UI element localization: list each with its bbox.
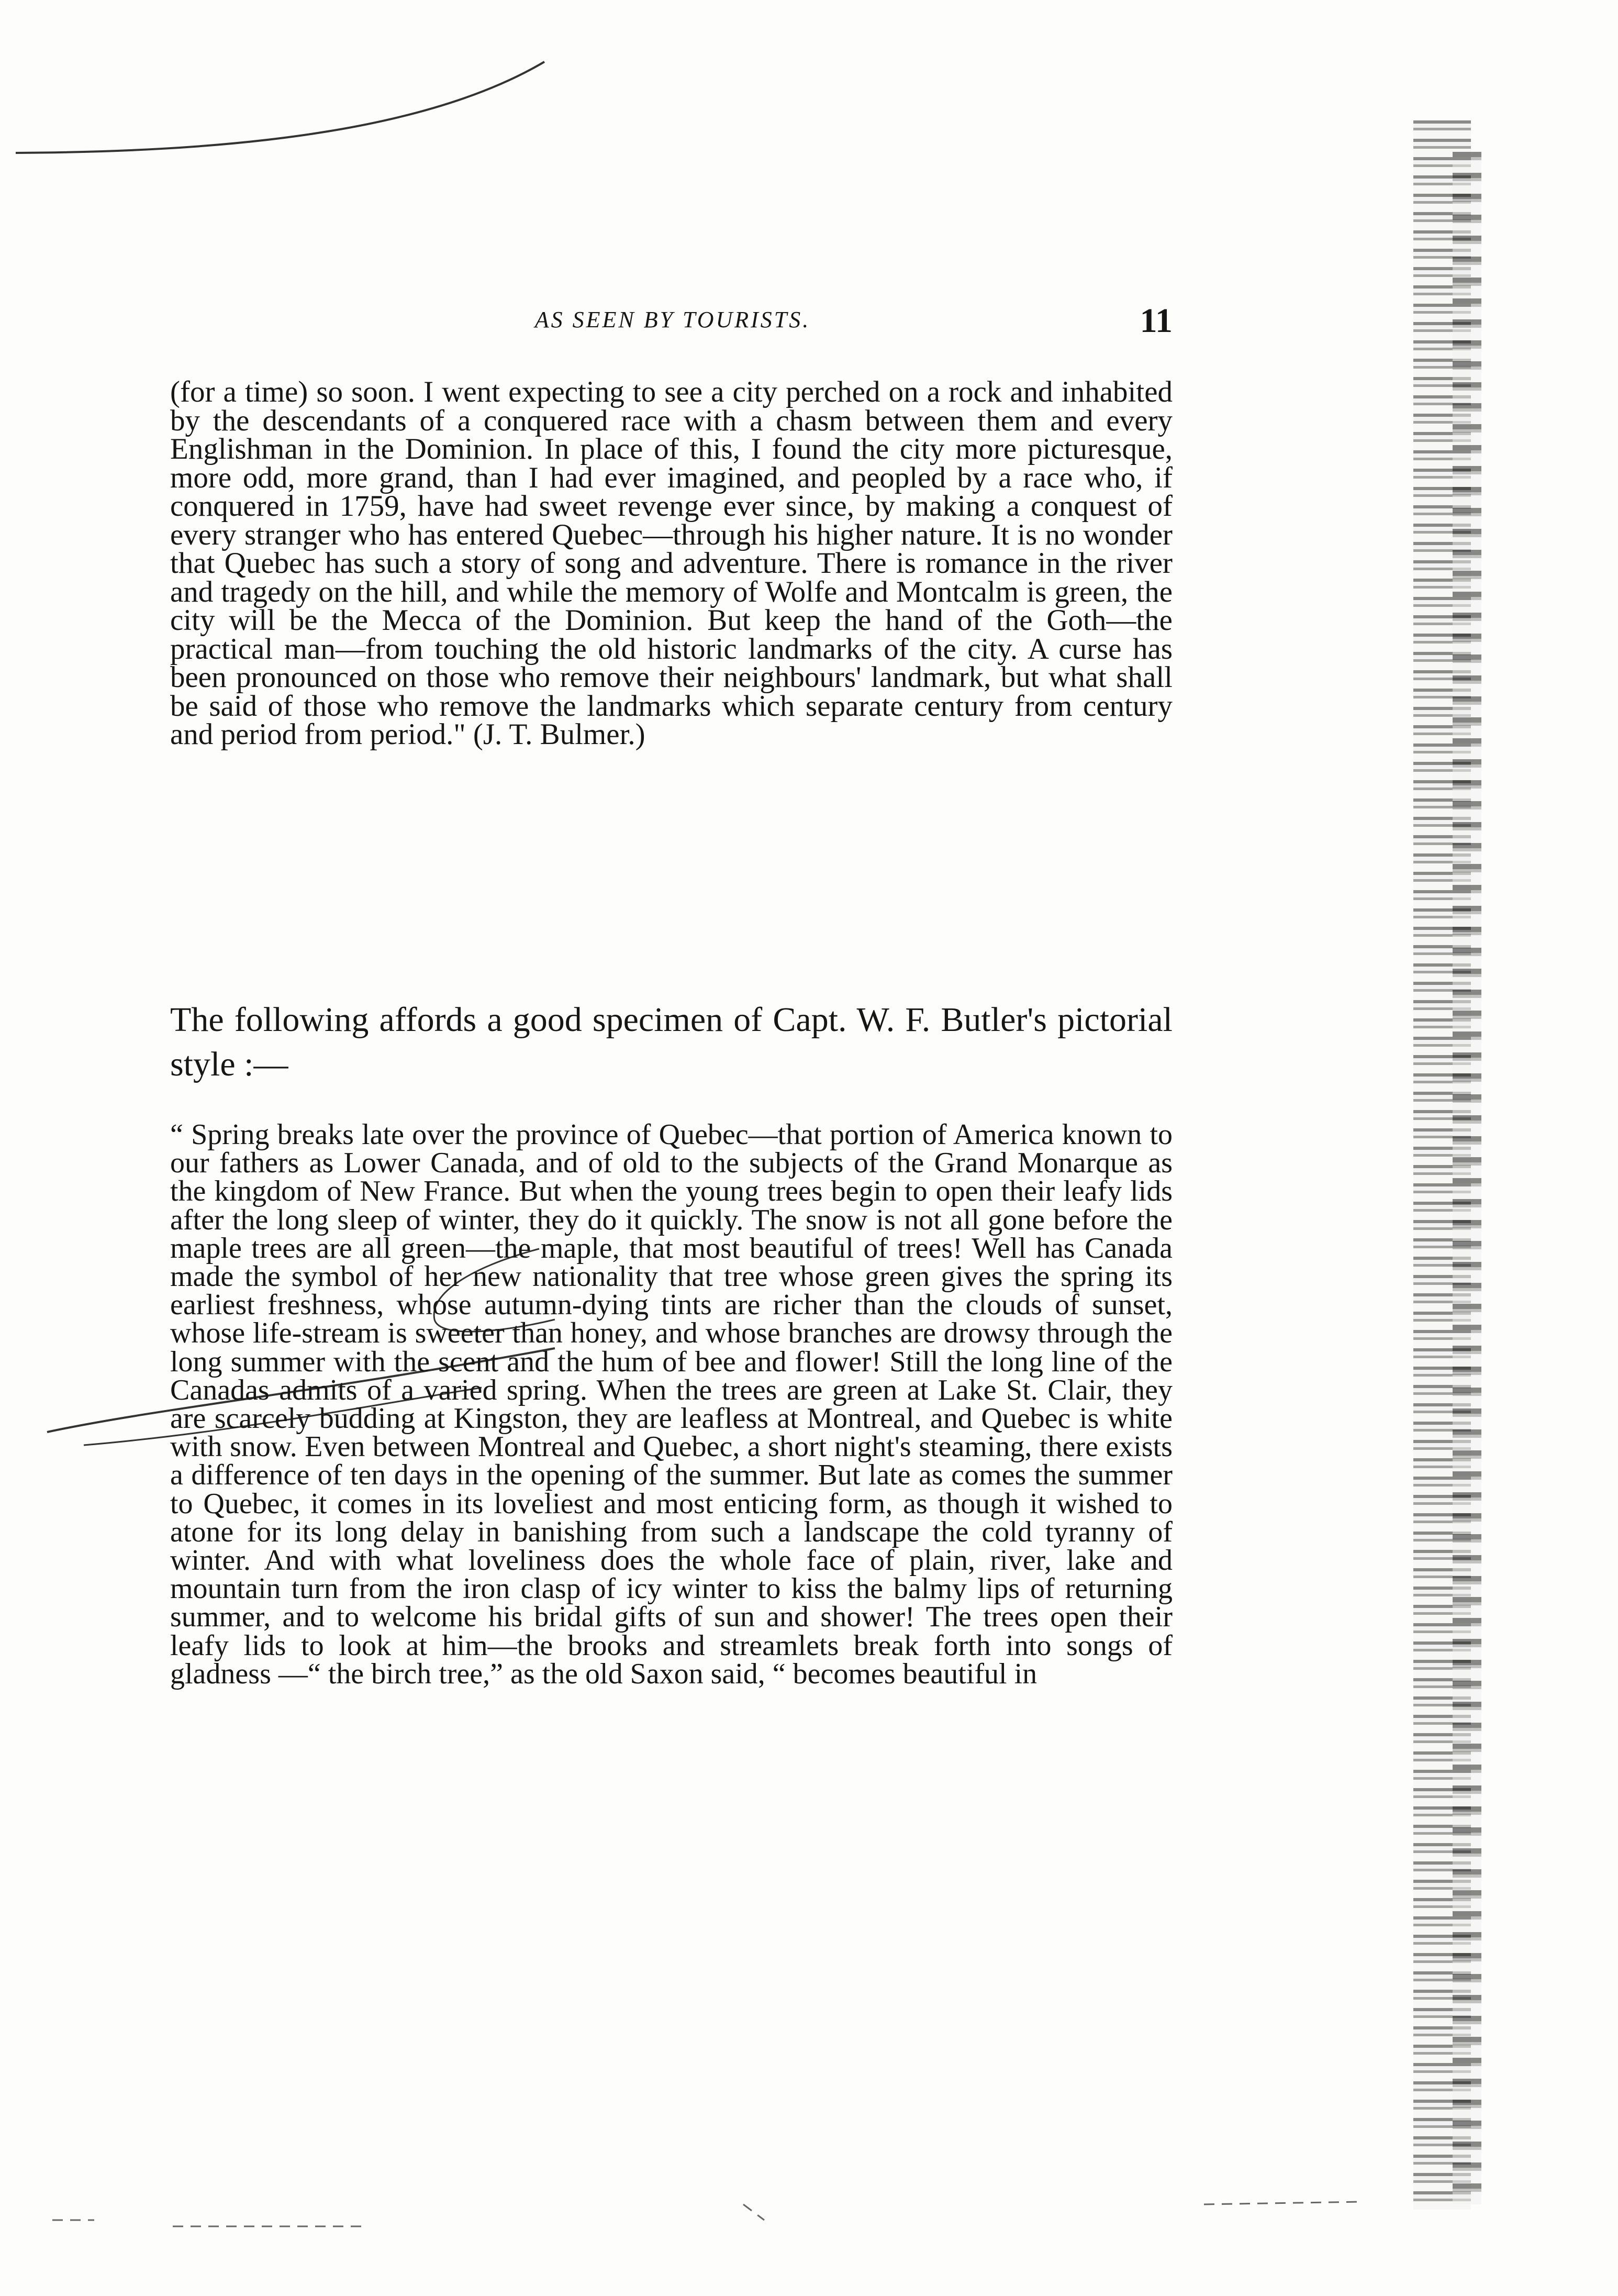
running-head: AS SEEN BY TOURISTS. <box>534 307 811 332</box>
binding-edge-strip <box>1453 152 1481 2204</box>
page-number: 11 <box>1140 302 1173 340</box>
page-header <box>173 301 1173 353</box>
paragraph-bulmer-quote: (for a time) so soon. I went expecting to see a city perched on a rock and inhabited by the descendants of a conquered race with a chasm between them and every Englishman in the Dominion. In place of this, I found the city more picturesque, more odd, more grand, than I had ever imagined, and peopled by a race who, if conquered in 1759, have had sweet revenge ever since, by making a conquest of every stranger who has entered Quebec—through his higher nature. It is no wonder that Quebec has such a story of song and adventure. There is romance in the river and tragedy on the hill, and while the memory of Wolfe and Montcalm is green, the city will be the Mecca of the Dominion. But keep the hand of the Goth—the practical man—from touching the old historic landmarks of the city. A curse has been pronounced on those who remove their neighbours' landmark, but what shall be said of those who remove the landmarks which separate century from century and period from period." (J. T. Bulmer.) <box>170 375 1173 751</box>
paragraph-butler-quote: “ Spring breaks late over the province of Quebec—that portion of America known to our fathers as Lower Canada, and of old to the subjects of the Grand Monarque as the kingdom of New France. But when the young trees begin to open their leafy lids after the long sleep of winter, they do it quickly. The snow is not all gone before the maple trees are all green—the maple, that most beautiful of trees! Well has Canada made the symbol of her new nationality that tree whose green gives the spring its earliest freshness, whose autumn-dying tints are richer than the clouds of sunset, whose life-stream is sweeter than honey, and whose branches are drowsy through the long summer with the scent and the hum of bee and flower! Still the long line of the Canadas admits of a varied spring. When the trees are green at Lake St. Clair, they are scarcely budding at Kingston, they are leafless at Montreal, and Quebec is white with snow. Even between Montreal and Quebec, a short night's steaming, there exists a difference of ten days in the opening of the summer. But late as comes the summer to Quebec, it comes in its loveliest and most enticing form, as though it wished to atone for its long delay in banishing from such a landscape the cold tyranny of winter. And with what loveliness does the whole face of plain, river, lake and mountain turn from the iron clasp of icy winter to kiss the balmy lips of returning summer, and to welcome his bridal gifts of sun and shower! The trees open their leafy lids to look at him—the brooks and streamlets break forth into songs of gladness —“ the birch tree,” as the old Saxon said, “ becomes beautiful in <box>170 1118 1173 1690</box>
bottom-dashes <box>52 2202 1361 2226</box>
pen-stroke-top <box>16 62 544 153</box>
paragraph-butler-intro: The following affords a good specimen of Capt. W. F. Butler's pictorial style :— <box>170 1001 1173 1083</box>
